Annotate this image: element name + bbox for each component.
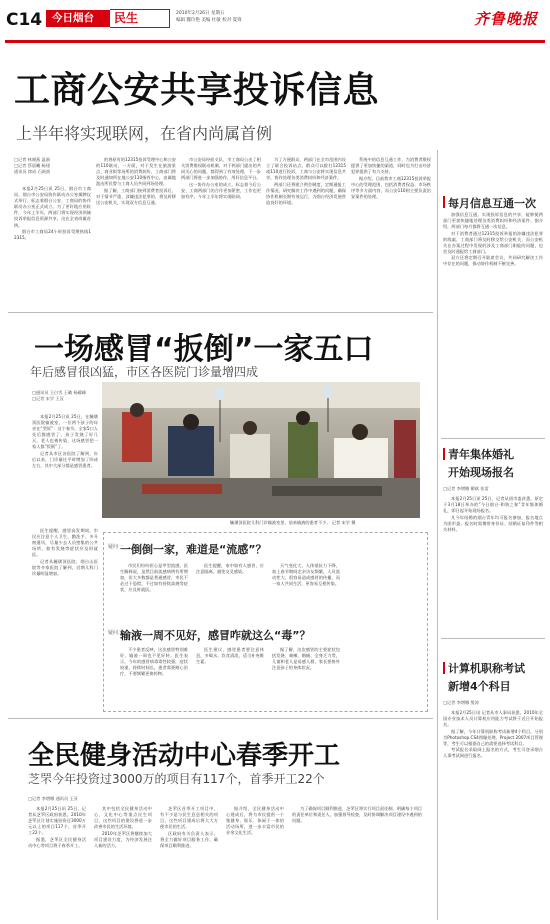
editors: 编辑 魏玲艳 美编 杜敏 校对 夏锋 xyxy=(176,18,242,23)
paragraph: 记者从市区各医院了解到，年后以来，门诊量比平时增加了四成左右，其中大部分都是感冒患者。 xyxy=(32,450,98,469)
sidebar-marker xyxy=(443,662,445,674)
byline-line: □记者 李增娜 xyxy=(28,796,55,801)
story3-byline xyxy=(28,796,108,802)
byline-line: □记者 宋学 王汉 xyxy=(32,396,64,401)
header-meta xyxy=(176,10,242,24)
qa-box xyxy=(103,532,428,712)
page-number: C14 xyxy=(6,10,43,30)
issue-date: 2010年2月26日 星期五 xyxy=(176,11,225,16)
hospital-photo xyxy=(102,382,420,518)
byline-line: □通讯员 王白雪 王璐 杨耀峰 xyxy=(32,390,87,395)
story1-column-4 xyxy=(266,157,346,206)
sidebar-divider xyxy=(441,638,545,639)
qa-question-2: 输液一周不见好，感冒咋就这么“毒”？ xyxy=(120,629,311,642)
paragraph: 的将原有的12315投诉受理中心和公安的110联动，一方面，对于发生在旅游景点、商业街等场所的消费纠纷，工商部门将及时通知所在地公安110指挥中心，由属地派出所民警与工商人员共同到场处理。 xyxy=(96,157,176,187)
sidebar-item1-head: 每月信息互通一次 xyxy=(448,197,536,210)
story2-subheadline: 年后感冒很凶猛，市区各医院门诊量增四成 xyxy=(30,365,259,379)
paragraph: 据了解，这次感冒的主要症状包括发烧、咳嗽、咽痛、全身乏力等，儿童和老人是易感人群，家长要格外注意孩子的身体状况。 xyxy=(272,647,340,671)
qa-tag-2: 疑问二 xyxy=(108,630,124,636)
qa-answer-2-col2 xyxy=(196,647,264,666)
section-divider xyxy=(8,718,433,719)
paragraph: 本报2月25日讯 25日，记者从团市委获悉，原定于3月18日举办的“今日烟台·和谐之春”青年集体婚礼，即日起开始现场报名。 xyxy=(443,496,543,514)
paragraph: 医生提醒，家中如有人感冒，应注意隔离，避免交叉感染。 xyxy=(196,563,264,575)
paragraph: 天气变化大，人体抵抗力下降，加上春节期间走亲访友频繁，人员流动性大，很容易造成感冒的传播，而一家人共同生活，更容易互相传染。 xyxy=(272,563,340,587)
story1-column-2 xyxy=(96,157,176,206)
paragraph: 据介绍，全民健身活动中心建成后，将为市民提供一个集健身、娱乐、休闲于一体的活动场所，进一步丰富市民的业余文化生活。 xyxy=(226,806,284,836)
story3-column-1 xyxy=(28,806,86,849)
paragraph: 据介绍，目前我市工商12315投诉举报中心的受理范围，包括消费者权益、市场秩序等多方面内容，而公安110则主要负责治安案件的处理。 xyxy=(351,175,431,199)
paragraph: 据了解，工商部门接到消费者投诉后，对于情节严重、涉嫌违法犯罪的，将及时移送公安机关，实现双方信息互通。 xyxy=(96,187,176,205)
paragraph: 对于消费者通过12315投诉举报的涉嫌违法犯罪的线索，工商部门将及时移交给公安机关，而公安机关在办案过程中发现的涉及工商部门职能的问题，也会及时通报给工商部门。 xyxy=(443,230,543,254)
qa-answer-1-col1 xyxy=(120,563,188,594)
sidebar-divider xyxy=(441,438,545,439)
sidebar-item3-byline: □记者 李增娜 殷涛 xyxy=(443,700,479,705)
qa-answer-1-col2 xyxy=(196,563,264,575)
paragraph: 加强信息互通，实现投诉信息的共享，能够使两部门更加快捷地处理各类消费纠纷和经济案件。据介绍，两部门每月都将互通一次信息。 xyxy=(443,212,543,230)
photo-caption: 毓璜顶医院儿科门诊输液室里，前来输液的患者不少。 记者 宋学 摄 xyxy=(230,520,356,525)
sidebar-item2-head2: 开始现场报名 xyxy=(448,466,514,479)
paragraph: 记者从毓璜顶医院、烟台山医院等多家医院了解到，近期儿科门诊量明显增加。 xyxy=(32,558,98,576)
paragraph: 据了解，今年计算机职称考试新增4个科目，分别为Photoshop CS4图像处理、Project 2007项目管理等，考生可以根据自己的需要选择考试科目。 xyxy=(443,728,543,746)
paragraph: 为了方便群众，两部门在全市范围内设立了联合投诉站点，群众可以拨打12315或110进行投诉，工商与公安将实现信息共享，协作处理各类消费纠纷和经济案件。 xyxy=(266,157,346,181)
page-header xyxy=(0,0,550,52)
byline-line: □记者 林谢燕 温刚 xyxy=(14,157,50,162)
sidebar-marker xyxy=(443,448,445,460)
paragraph: 医生提醒，感冒高发期间，市民应注意个人卫生，勤洗手、多开窗通风，尽量少去人员密集的公共场所，如有发烧等症状应及时就医。 xyxy=(32,528,98,558)
paragraph: 不少患者反映，这次感冒特别难好，输液一周也不见好转。医生表示，今年的感冒病毒毒性较强，症状较重，持续时间长，患者需要耐心治疗，不要频繁更换药物。 xyxy=(120,647,188,677)
byline-line: 通讯员 王亚 xyxy=(55,796,78,801)
paragraph: 两部门还将建立例会制度，定期通报工作情况，研究解决工作中遇到的问题，确保协作机制长期有效运行，为烟台经济发展营造良好的环境。 xyxy=(266,181,346,205)
sidebar-item1-body xyxy=(443,212,543,268)
paragraph: 这一协作办公室的成立，标志着今后公安、工商两部门的合作更加紧密，工作也更加有序，今年上半年将实现联网。 xyxy=(181,181,261,199)
qa-question-1: 一倒倒一家，难道是“流感”？ xyxy=(120,543,267,556)
story3-headline: 全民健身活动中心春季开工 xyxy=(28,741,341,771)
paragraph: 其中包括全民健身活动中心、文化中心等重点民生项目，这些项目的建设将进一步改善市民的生活环境。 xyxy=(94,806,152,830)
hospital-photo-image xyxy=(102,382,420,518)
paragraph: 凡今年结婚的烟台青年均可报名参加，报名地点为团市委。报名时需携带身份证、结婚证复印件等相关材料。 xyxy=(443,514,543,532)
paragraph: 双方还将定期召开联席会议，共同研究解决工作中存在的问题，推动协作机制不断完善。 xyxy=(443,255,543,267)
paragraph: 2010年芝罘区将继续加大项目建设力度，为经济发展注入新的活力。 xyxy=(94,830,152,848)
sidebar-item3-head: 计算机职称考试 xyxy=(448,662,525,675)
story1-column-1 xyxy=(14,186,91,241)
header-rule xyxy=(5,40,545,43)
paragraph: 医生建议，感冒患者要注意休息，多喝水，饮食清淡，适当补充维生素。 xyxy=(196,647,264,665)
paragraph: 市民们纷纷担心是甲型流感，医生解释说，虽然目前流感病例有所增加，但大多数都是普通感冒，市民不必过于恐慌，不过如有持续高烧等症状，应及时就医。 xyxy=(120,563,188,593)
story1-headline: 工商公安共享投诉信息 xyxy=(14,70,380,111)
paragraph: 为了确保项目顺利推进，芝罘区将实行项目责任制，明确每个项目的责任单位和责任人，加强督导检查，及时协调解决项目建设中遇到的问题。 xyxy=(292,806,422,824)
paragraph: 芝罘区首季开工项目中，有不少是与民生息息相关的项目，这些项目建成后将大大方便市民的生活。 xyxy=(160,806,218,830)
paragraph: 本报2月25日讯 25日，烟台市工商局、烟台市公安局协作联动办公室揭牌仪式举行，标志着烟台公安、工商局的协作联动办公室正式成立。为了更好地应用软件，今年上半年，两部门将实现经济领域投诉举报信息资源共享，这在全省尚属首例。 xyxy=(14,186,91,228)
story3-column-5 xyxy=(292,806,422,825)
sidebar-marker xyxy=(443,196,445,208)
story3-column-2 xyxy=(94,806,152,849)
sidebar-item2-head: 青年集体婚礼 xyxy=(448,448,514,461)
paragraph: 区政府有关负责人表示，将全力做好项目服务工作，确保项目顺利推进。 xyxy=(160,830,218,848)
sidebar-item3-body xyxy=(443,710,543,760)
story2-headline: 一场感冒“扳倒”一家五口 xyxy=(34,332,374,367)
story2-column-1 xyxy=(32,414,98,469)
story1-byline xyxy=(14,157,84,175)
byline-line: 通讯员 徐成 石新波 xyxy=(14,169,51,174)
byline-line: □记者 蔡晨曦 杨建 xyxy=(14,163,50,168)
paragraph: 本报2月25日讯 25日，在毓璜顶医院输液室，一位两个孩子的母亲在“哭诉”：这个春节，全家5口人先后都感冒了，孩子发烧了好几天，老人也被传染，这场感冒把一家人都“扳倒”了。 xyxy=(32,414,98,450)
paragraph: 本报2月25日讯 25日，记者从芝罘区政府获悉，2010年芝罘区计划实施投资过3000万元以上的项目117个，首季开工22个。 xyxy=(28,806,86,836)
section-divider xyxy=(8,312,433,313)
qa-answer-2-col3 xyxy=(272,647,340,672)
story3-column-3 xyxy=(160,806,218,849)
sidebar-item2-byline: □记者 李增娜 柳斌 张雷 xyxy=(443,486,489,491)
column-divider xyxy=(437,150,438,920)
story1-column-5 xyxy=(351,157,431,200)
sidebar-item3-head2: 新增4个科目 xyxy=(448,680,511,693)
paragraph: 本报2月25日讯 记者从市人事局获悉，2010年全国专业技术人员计算机应用能力考试将于近日开始报名。 xyxy=(443,710,543,728)
paragraph: 市公安局经侦支队、市工商局公出了相关消费维权联动机制，对于两部门提出的共同关心的问题，都得到了有效处理，下一步两部门将进一步加强协作，用好信息平台。 xyxy=(181,157,261,181)
newspaper-logo: 齐鲁晚报 xyxy=(473,10,538,28)
section-name: 民生 xyxy=(110,9,170,28)
paragraph: 考试报名采取网上报名的方式，考生可登录烟台人事考试网进行报名。 xyxy=(443,747,543,759)
sidebar-item2-body xyxy=(443,496,543,533)
story2-column-2 xyxy=(32,528,98,577)
story1-column-3 xyxy=(181,157,261,200)
story3-column-4 xyxy=(226,806,284,837)
qa-tag-1: 疑问一 xyxy=(108,544,124,550)
paragraph: 据悉，芝罘区全民健身活动中心等项目将于春季开工。 xyxy=(28,836,86,848)
story2-byline xyxy=(32,390,98,402)
section-label: 今日烟台 xyxy=(46,10,110,27)
paragraph: 系统中的信息互通工作，为消费者维权提供了更加快捷的渠道，同时也为打击经济犯罪提供了有力支持。 xyxy=(351,157,431,175)
story1-subheadline: 上半年将实现联网，在省内尚属首例 xyxy=(16,124,273,143)
qa-answer-2-col1 xyxy=(120,647,188,678)
qa-answer-1-col3 xyxy=(272,563,340,588)
paragraph: 烟台市工商局24小时投诉受理热线12315。 xyxy=(14,228,91,241)
story3-subheadline: 芝罘今年投资过3000万的项目有117个，首季开工22个 xyxy=(28,772,325,786)
